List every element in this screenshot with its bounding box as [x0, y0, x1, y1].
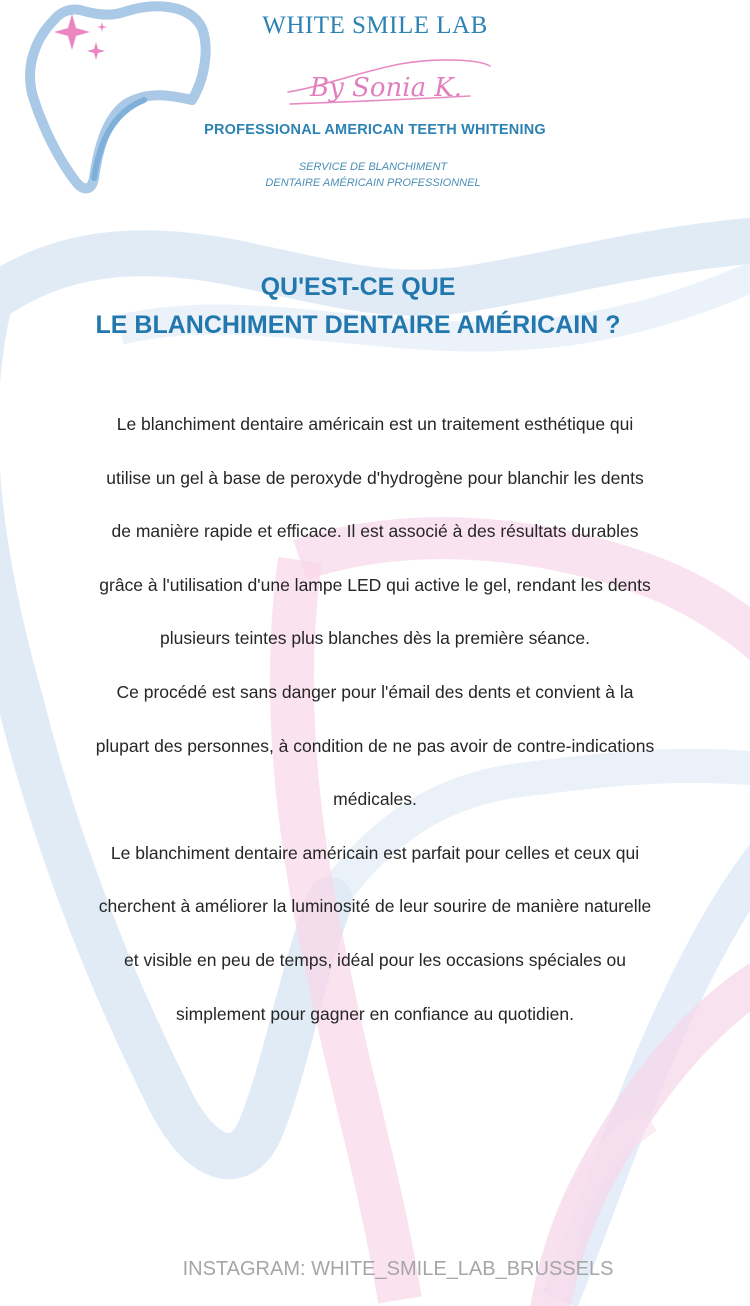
brand-subtitle-line: SERVICE DE BLANCHIMENT — [298, 161, 448, 173]
body-line: de manière rapide et efficace. Il est associé à des résultats durables — [111, 521, 639, 542]
brand-name: WHITE SMILE LAB — [262, 12, 488, 39]
brand-subtitle — [170, 159, 576, 191]
body-line: médicales. — [333, 789, 417, 810]
brand-subtitle-line: DENTAIRE AMÉRICAIN PROFESSIONNEL — [265, 177, 481, 189]
heading-line: LE BLANCHIMENT DENTAIRE AMÉRICAIN ? — [95, 311, 621, 339]
heading-line: QU'EST-CE QUE — [260, 273, 456, 301]
sparkle-tiny-icon — [97, 22, 107, 32]
signature-logo — [280, 52, 500, 114]
instagram-handle: INSTAGRAM: WHITE_SMILE_LAB_BRUSSELS — [182, 1258, 614, 1280]
brand-tagline: PROFESSIONAL AMERICAN TEETH WHITENING — [204, 122, 546, 138]
sparkle-small-icon — [87, 42, 105, 60]
body-line: Ce procédé est sans danger pour l'émail des dents et convient à la — [116, 681, 634, 702]
body-line: utilise un gel à base de peroxyde d'hydrogène pour blanchir les dents — [106, 467, 644, 488]
body-line: cherchent à améliorer la luminosité de leur sourire de manière naturelle — [98, 896, 652, 917]
body-line: simplement pour gagner en confiance au quotidien. — [176, 1003, 574, 1024]
body-line: grâce à l'utilisation d'une lampe LED qui active le gel, rendant les dents — [99, 574, 651, 595]
description-body — [20, 398, 730, 1041]
body-line: Le blanchiment dentaire américain est parfait pour celles et ceux qui — [110, 842, 640, 863]
signature-text: By Sonia K. — [310, 73, 463, 103]
body-line: plusieurs teintes plus blanches dès la première séance. — [160, 628, 590, 649]
body-line: et visible en peu de temps, idéal pour les occasions spéciales ou — [124, 949, 626, 970]
page-heading — [0, 268, 716, 344]
body-line: plupart des personnes, à condition de ne pas avoir de contre-indications — [95, 735, 655, 756]
body-line: Le blanchiment dentaire américain est un traitement esthétique qui — [116, 414, 634, 434]
